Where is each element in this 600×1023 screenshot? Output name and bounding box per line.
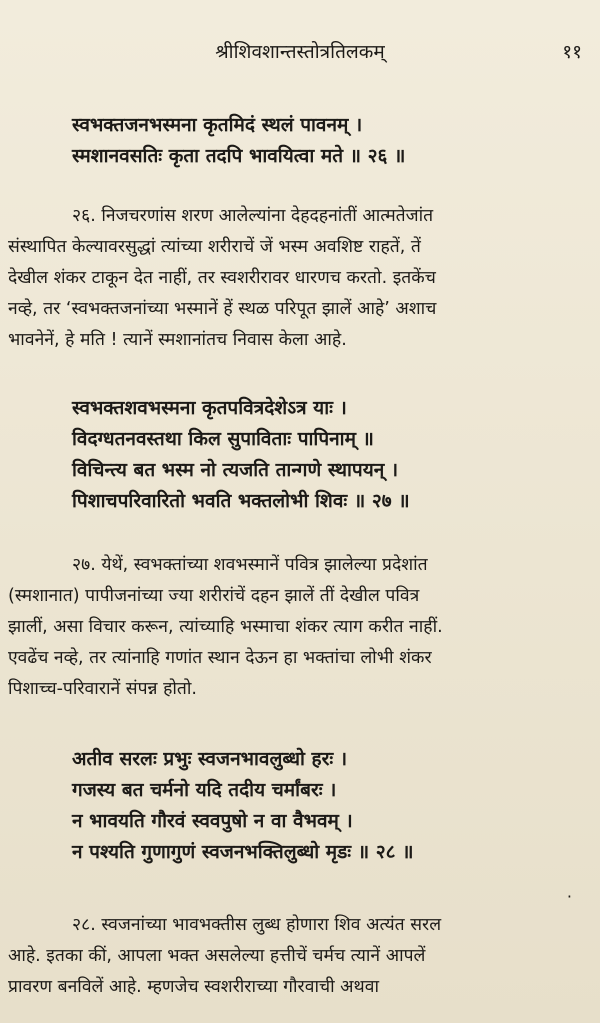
page-number: ११: [562, 41, 582, 63]
commentary-27: [8, 550, 592, 705]
paragraph-line: नव्हे, तर ‘स्वभक्तजनांच्या भस्मानें हें स्थळ परिपूत झालें आहे’ अशाच: [8, 299, 437, 319]
verse-line: न पश्यति गुणागुणं स्वजनभक्तिलुब्धो मृडः ॥ २८ ॥: [72, 841, 414, 863]
verse-line: अतीव सरलः प्रभुः स्वजनभावलुब्धो हरः ।: [72, 748, 348, 770]
verse-line: न भावयति गौरवं स्ववपुषो न वा वैभवम् ।: [72, 810, 353, 832]
page-header: [0, 36, 600, 66]
paragraph-line: २७. येथें, स्वभक्तांच्या शवभस्मानें पवित्र झालेल्या प्रदेशांत: [72, 555, 428, 575]
verse-line: स्वभक्तजनभस्मना कृतमिदं स्थलं पावनम् ।: [72, 114, 363, 136]
paragraph-line: भावनेनें, हे मति ! त्यानें स्मशानांतच निवास केला आहे.: [8, 330, 347, 350]
paragraph-line: देखील शंकर टाकून देत नाहीं, तर स्वशरीरावर धारणच करतो. इतकेंच: [8, 268, 436, 288]
verse-line: गजस्य बत चर्मनो यदि तदीय चर्मांबरः ।: [72, 779, 337, 801]
paragraph-line: (स्मशानात) पापीजनांच्या ज्या शरीरांचें दहन झालें तीं देखील पवित्र: [8, 586, 420, 606]
paragraph-line: २८. स्वजनांच्या भावभक्तीस लुब्ध होणारा शिव अत्यंत सरल: [72, 915, 442, 935]
paragraph-line: २६. निजचरणांस शरण आलेल्यांना देहदहनांतीं आत्मतेजांत: [72, 206, 434, 226]
verse-line: स्मशानवसतिः कृता तदपि भावयित्वा मते ॥ २६ ॥: [72, 145, 406, 167]
verse-line: पिशाचपरिवारितो भवति भक्तलोभी शिवः ॥ २७ ॥: [72, 490, 410, 512]
verse-line: विदग्धतनवस्तथा किल सुपाविताः पापिनाम् ॥: [72, 428, 374, 450]
verse-line: विचिन्त्य बत भस्म नो त्यजति तान्गणे स्थापयन् ।: [72, 459, 399, 481]
paragraph-line: संस्थापित केल्यावरसुद्धां त्यांच्या शरीराचें जें भस्म अवशिष्ट राहतें, तें: [8, 237, 421, 257]
paragraph-line: आहे. इतका कीं, आपला भक्त असलेल्या हत्तीचें चर्मच त्यानें आपलें: [8, 946, 426, 966]
paragraph-line: एवढेंच नव्हे, तर त्यांनाहि गणांत स्थान देऊन हा भक्तांचा लोभी शंकर: [8, 648, 432, 668]
stray-mark: ·: [566, 887, 572, 906]
verse-28: [72, 744, 414, 868]
running-title: श्रीशिवशान्तस्तोत्रतिलकम्: [215, 41, 385, 63]
paragraph-line: झालीं, असा विचार करून, त्यांच्याहि भस्माचा शंकर त्याग करीत नाहीं.: [8, 617, 443, 637]
paragraph-line: पिशाच्च-परिवारानें संपन्न होतो.: [8, 679, 197, 699]
verse-26: [72, 110, 405, 172]
verse-line: स्वभक्तशवभस्मना कृतपवित्रदेशेऽत्र याः ।: [72, 397, 347, 419]
commentary-28: [8, 910, 592, 1003]
commentary-26: [8, 201, 592, 356]
paragraph-line: प्रावरण बनविलें आहे. म्हणजेच स्वशरीराच्या गौरवाची अथवा: [8, 977, 380, 997]
verse-27: [72, 393, 410, 517]
